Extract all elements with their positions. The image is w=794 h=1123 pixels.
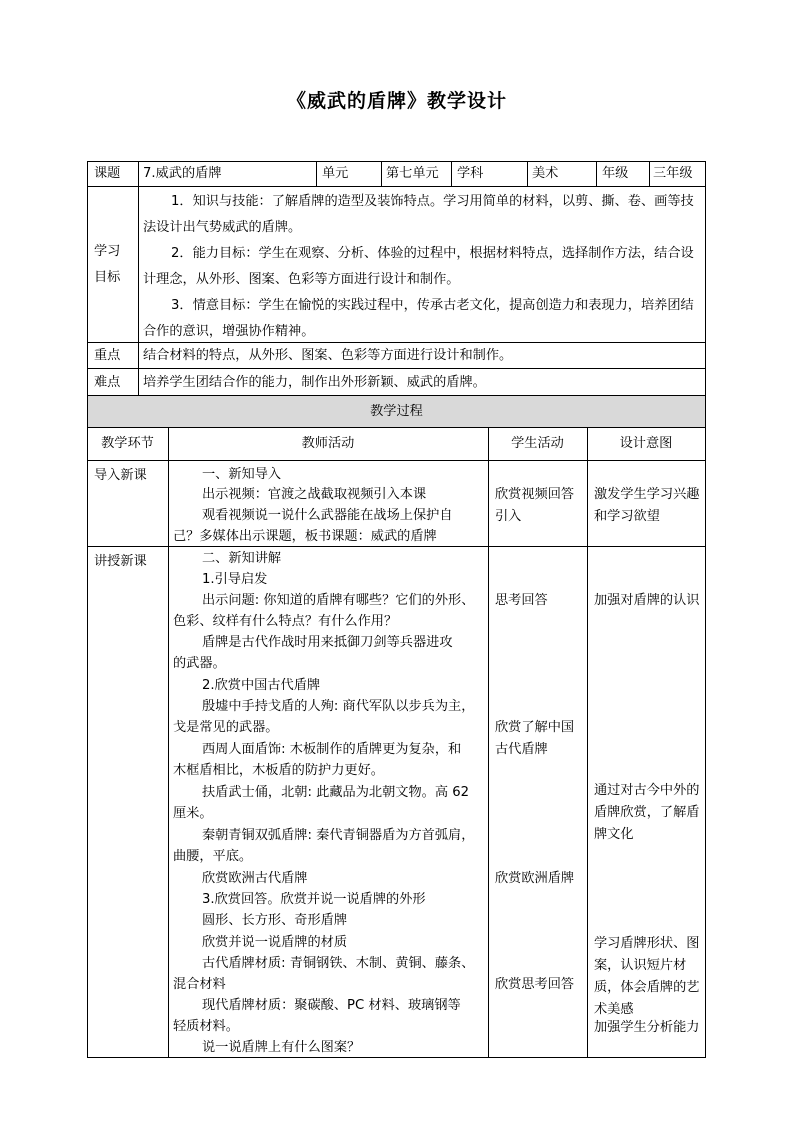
lecture-intent-note: 学习盾牌形状、图案，认识短片材质，体会盾牌的艺术美感 (594, 936, 700, 1017)
intro-stage: 导入新课 (94, 468, 147, 483)
objectives-label-line2: 目标 (94, 270, 121, 285)
lecture-student-note: 欣赏欧洲盾牌 (495, 871, 575, 886)
lecture-teacher-line: 戈是常见的武器。 (173, 720, 279, 735)
document-title: 《威武的盾牌》教学设计 (286, 90, 507, 112)
header-student: 学生活动 (511, 436, 564, 451)
lecture-teacher-line: 厘米。 (173, 806, 213, 821)
key-point-text: 结合材料的特点，从外形、图案、色彩等方面进行设计和制作。 (143, 348, 513, 363)
intro-student: 欣赏视频回答引入 (495, 487, 575, 524)
lecture-teacher-line: 曲腰，平底。 (173, 849, 253, 864)
lecture-teacher-line: 秦朝青铜双弧盾牌: 秦代青铜器盾为方首弧肩， (202, 828, 475, 843)
key-point-label: 重点 (94, 348, 121, 363)
header-stage: 教学环节 (101, 436, 154, 451)
objectives-label-line1: 学习 (94, 244, 121, 259)
lecture-teacher-line: 现代盾牌材质：聚碳酸、PC 材料、玻璃钢等 (202, 998, 461, 1013)
grade-value: 三年级 (653, 166, 693, 181)
lecture-teacher-line: 圆形、长方形、奇形盾牌 (202, 913, 348, 928)
header-intent: 设计意图 (619, 436, 673, 451)
lecture-teacher-line: 轻质材料。 (173, 1019, 239, 1034)
objective-item-1: 1．知识与技能：了解盾牌的造型及装饰特点。学习用简单的材料，以剪、撕、卷、画等技法设计出气势威武的盾牌。 (143, 194, 694, 235)
subject-value: 美术 (532, 166, 559, 181)
lecture-student-note: 思考回答 (495, 593, 548, 608)
intro-intent: 激发学生学习兴趣和学习欲望 (594, 487, 700, 524)
topic-value: 7.威武的盾牌 (143, 166, 222, 181)
difficult-point-text: 培养学生团结合作的能力，制作出外形新颖、威武的盾牌。 (143, 375, 486, 390)
objective-item-3: 3．情意目标：学生在愉悦的实践过程中，传承古老文化，提高创造力和表现力，培养团结合作的意识，增强协作精神。 (143, 298, 694, 339)
lecture-teacher-line: 二、新知讲解 (202, 551, 282, 566)
header-teacher: 教师活动 (301, 436, 355, 451)
lecture-teacher-line: 盾牌是古代作战时用来抵御刀剑等兵器进攻 (202, 635, 453, 650)
lecture-teacher-line: 殷墟中手持戈盾的人殉: 商代军队以步兵为主， (202, 699, 475, 714)
intro-teacher-line: 出示视频：官渡之战截取视频引入本课 (202, 487, 427, 502)
lecture-intent-note: 通过对古今中外的盾牌欣赏，了解盾牌文化 (594, 783, 700, 842)
process-title: 教学过程 (370, 404, 423, 419)
lecture-teacher-line: 欣赏欧洲古代盾牌 (202, 871, 308, 886)
unit-value: 第七单元 (386, 166, 439, 181)
topic-label: 课题 (94, 166, 121, 181)
difficult-point-label: 难点 (94, 375, 121, 390)
lecture-stage: 讲授新课 (94, 554, 147, 569)
lecture-student-note: 欣赏了解中国古代盾牌 (495, 720, 575, 757)
intro-teacher-line: 观看视频说一说什么武器能在战场上保护自 (202, 508, 453, 523)
grade-label: 年级 (602, 166, 629, 181)
lecture-teacher-line: 扶盾武士俑，北朝: 此藏品为北朝文物。高 62 (202, 785, 469, 800)
lecture-teacher-line: 2.欣赏中国古代盾牌 (202, 678, 321, 693)
lecture-teacher-line: 西周人面盾饰: 木板制作的盾牌更为复杂，和 (202, 742, 462, 757)
lecture-intent-note: 加强学生分析能力 (594, 1020, 700, 1035)
lecture-teacher-line: 的武器。 (173, 656, 226, 671)
lecture-teacher-line: 混合材料 (173, 977, 226, 992)
lecture-teacher-line: 说一说盾牌上有什么图案？ (202, 1040, 361, 1055)
lecture-teacher-line: 3.欣赏回答。欣赏并说一说盾牌的外形 (202, 892, 426, 907)
objective-item-2: 2．能力目标：学生在观察、分析、体验的过程中，根据材料特点，选择制作方法，结合设计理念，从外形、图案、色彩等方面进行设计和制作。 (143, 246, 694, 287)
lecture-student-note: 欣赏思考回答 (495, 977, 575, 992)
lecture-teacher-line: 色彩、纹样有什么特点？有什么作用？ (173, 614, 398, 629)
lecture-teacher-line: 古代盾牌材质: 青铜钢铁、木制、黄铜、藤条、 (202, 956, 475, 971)
intro-teacher-line: 己？多媒体出示课题，板书课题：威武的盾牌 (173, 529, 437, 544)
lecture-teacher-line: 木框盾相比，木板盾的防护力更好。 (173, 763, 384, 778)
lecture-teacher-line: 欣赏并说一说盾牌的材质 (202, 935, 348, 950)
lecture-intent-note: 加强对盾牌的认识 (594, 593, 700, 608)
unit-label: 单元 (322, 166, 349, 181)
subject-label: 学科 (457, 166, 484, 181)
lecture-teacher-line: 出示问题: 你知道的盾牌有哪些？它们的外形、 (202, 593, 475, 608)
intro-teacher-line: 一、新知导入 (202, 467, 282, 482)
lecture-teacher-line: 1.引导启发 (202, 572, 268, 587)
